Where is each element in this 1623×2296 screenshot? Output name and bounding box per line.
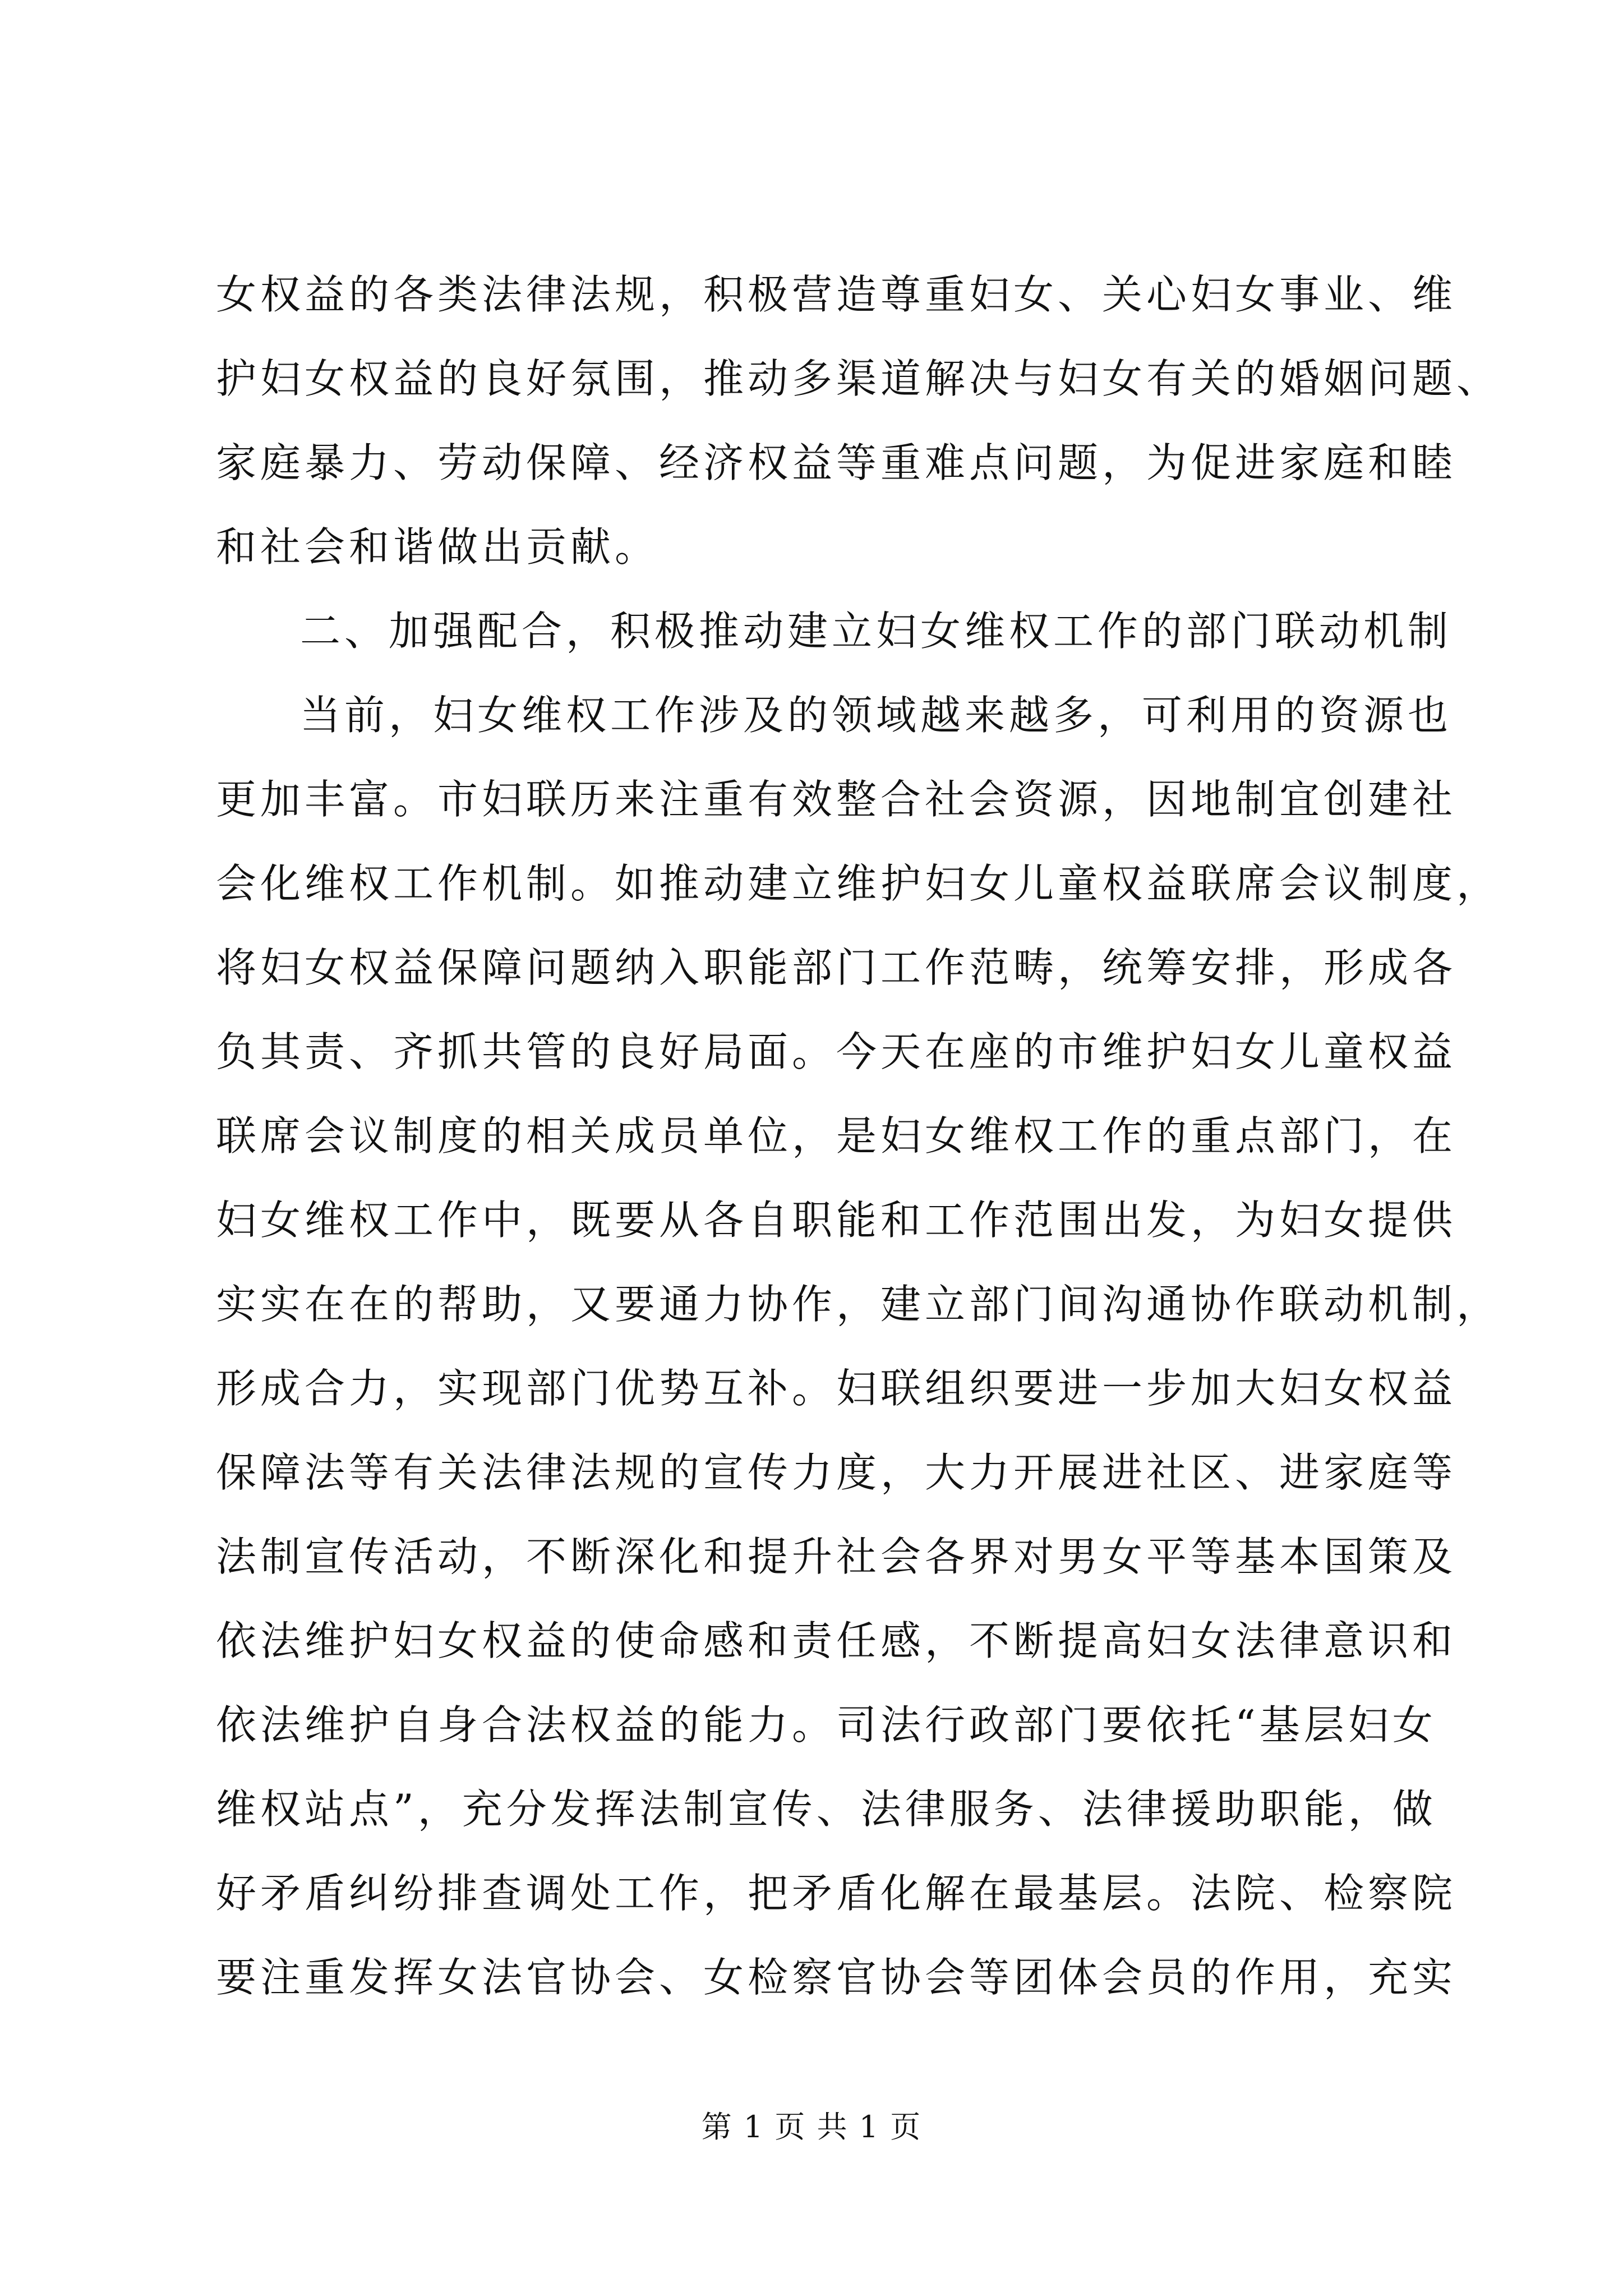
text-line: 会化维权工作机制。如推动建立维护妇女儿童权益联席会议制度， — [216, 860, 1501, 907]
text-line: 好矛盾纠纷排查调处工作，把矛盾化解在最基层。法院、检察院 — [216, 1870, 1457, 1917]
text-line: 妇女维权工作中，既要从各自职能和工作范围出发，为妇女提供 — [216, 1197, 1457, 1244]
text-line: 维权站点”，充分发挥法制宣传、法律服务、法律援助职能，做 — [216, 1786, 1437, 1833]
text-line: 家庭暴力、劳动保障、经济权益等重难点问题，为促进家庭和睦 — [216, 439, 1457, 486]
text-line: 二、加强配合，积极推动建立妇女维权工作的部门联动机制 — [300, 608, 1453, 655]
text-line: 护妇女权益的良好氛围，推动多渠道解决与妇女有关的婚姻问题、 — [216, 355, 1501, 402]
text-line: 依法维护妇女权益的使命感和责任感，不断提高妇女法律意识和 — [216, 1617, 1457, 1664]
text-line: 负其责、齐抓共管的良好局面。今天在座的市维护妇女儿童权益 — [216, 1028, 1457, 1075]
text-line: 联席会议制度的相关成员单位，是妇女维权工作的重点部门，在 — [216, 1112, 1457, 1159]
text-line: 将妇女权益保障问题纳入职能部门工作范畴，统筹安排，形成各 — [216, 944, 1457, 991]
text-line: 和社会和谐做出贡献。 — [216, 523, 660, 570]
text-line: 当前，妇女维权工作涉及的领域越来越多，可利用的资源也 — [300, 692, 1453, 739]
text-line: 依法维护自身合法权益的能力。司法行政部门要依托“基层妇女 — [216, 1701, 1437, 1749]
text-line: 法制宣传活动，不断深化和提升社会各界对男女平等基本国策及 — [216, 1533, 1457, 1580]
text-line: 更加丰富。市妇联历来注重有效整合社会资源，因地制宜创建社 — [216, 776, 1457, 823]
text-line: 保障法等有关法律法规的宣传力度，大力开展进社区、进家庭等 — [216, 1449, 1457, 1496]
text-line: 实实在在的帮助，又要通力协作，建立部门间沟通协作联动机制， — [216, 1281, 1501, 1328]
text-line: 形成合力，实现部门优势互补。妇联组织要进一步加大妇女权益 — [216, 1365, 1457, 1412]
text-line: 女权益的各类法律法规，积极营造尊重妇女、关心妇女事业、维 — [216, 271, 1457, 318]
page-footer: 第 1 页 共 1 页 — [701, 2109, 922, 2145]
text-line: 要注重发挥女法官协会、女检察官协会等团体会员的作用，充实 — [216, 1954, 1457, 2001]
